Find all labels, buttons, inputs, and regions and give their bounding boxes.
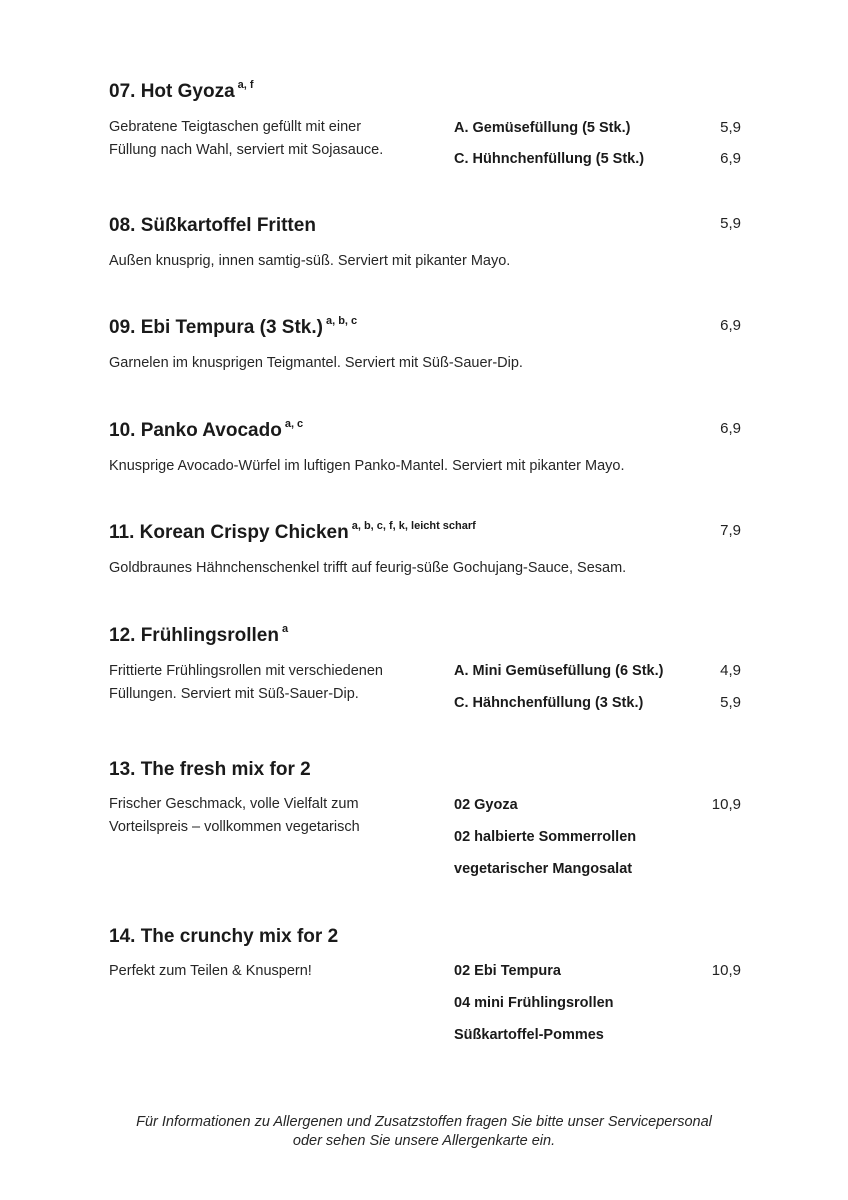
option-label: C. Hühnchenfüllung (5 Stk.) [454, 151, 645, 167]
option-label: A. Mini Gemüsefüllung (6 Stk.) [454, 663, 664, 679]
allergen-codes: a, c [284, 418, 304, 430]
option-price: 10,9 [711, 796, 741, 813]
item-title: 13. The fresh mix for 2 [109, 759, 311, 780]
option-price: 10,9 [711, 962, 741, 979]
item-description: Garnelen im knusprigen Teigmantel. Serviert mit Süß-Sauer-Dip. [109, 355, 523, 371]
item-description: Knusprige Avocado-Würfel im luftigen Panko-Mantel. Serviert mit pikanter Mayo. [109, 458, 625, 474]
option-price: 5,9 [720, 694, 741, 711]
option-price: 5,9 [720, 119, 741, 136]
item-price: 6,9 [720, 317, 741, 334]
option-label: A. Gemüsefüllung (5 Stk.) [454, 120, 631, 136]
option-label: 02 Ebi Tempura [454, 963, 561, 979]
item-title: 09. Ebi Tempura (3 Stk.) $^{a, b, c}$ [109, 315, 358, 338]
option-price: 4,9 [720, 662, 741, 679]
item-description: Außen knusprig, innen samtig-süß. Serviert mit pikanter Mayo. [109, 253, 511, 269]
option-label: 02 Gyoza [454, 797, 518, 813]
item-description: Frischer Geschmack, volle Vielfalt zum Vorteilspreis – vollkommen vegetarisch [109, 796, 360, 835]
allergen-codes: a, f [237, 79, 254, 91]
item-price: 5,9 [720, 215, 741, 232]
item-price: 7,9 [720, 522, 741, 539]
item-description: Frittierte Frühlingsrollen mit verschiedenen Füllungen. Serviert mit Süß-Sauer-Dip. [109, 663, 383, 702]
item-title: 11. Korean Crispy Chicken $^{a, b, c, f, k, leicht scharf}$ [109, 520, 476, 543]
allergen-codes: a, b, c, f, k, leicht scharf [351, 520, 476, 532]
allergen-codes: a, b, c [325, 315, 358, 327]
item-price: 6,9 [720, 420, 741, 437]
item-description: Goldbraunes Hähnchenschenkel trifft auf feurig-süße Gochujang-Sauce, Sesam. [109, 560, 627, 576]
option-label: vegetarischer Mangosalat [454, 861, 633, 877]
item-title: 12. Frühlingsrollen $^a$ [109, 623, 289, 646]
option-label: 04 mini Frühlingsrollen [454, 995, 614, 1011]
item-title: 14. The crunchy mix for 2 [109, 926, 339, 947]
footer-line-1: Für Informationen zu Allergenen und Zusatzstoffen fragen Sie bitte unser Servicepersonal [136, 1114, 712, 1130]
option-price: 6,9 [720, 150, 741, 167]
option-label: 02 halbierte Sommerrollen [454, 829, 637, 845]
item-description: Perfekt zum Teilen & Knuspern! [109, 963, 312, 979]
footer-line-2: oder sehen Sie unsere Allergenkarte ein. [292, 1133, 556, 1149]
option-label: Süßkartoffel-Pommes [454, 1027, 604, 1043]
item-title: 08. Süßkartoffel Fritten [109, 215, 316, 236]
item-title: 07. Hot Gyoza $^{a, f}$ [109, 79, 254, 102]
option-label: C. Hähnchenfüllung (3 Stk.) [454, 695, 644, 711]
item-title: 10. Panko Avocado $^{a, c}$ [109, 418, 304, 441]
allergen-info-footer [0, 1113, 848, 1151]
item-description: Gebratene Teigtaschen gefüllt mit einer Füllung nach Wahl, serviert mit Sojasauce. [109, 119, 384, 158]
allergen-codes: a [281, 623, 289, 635]
